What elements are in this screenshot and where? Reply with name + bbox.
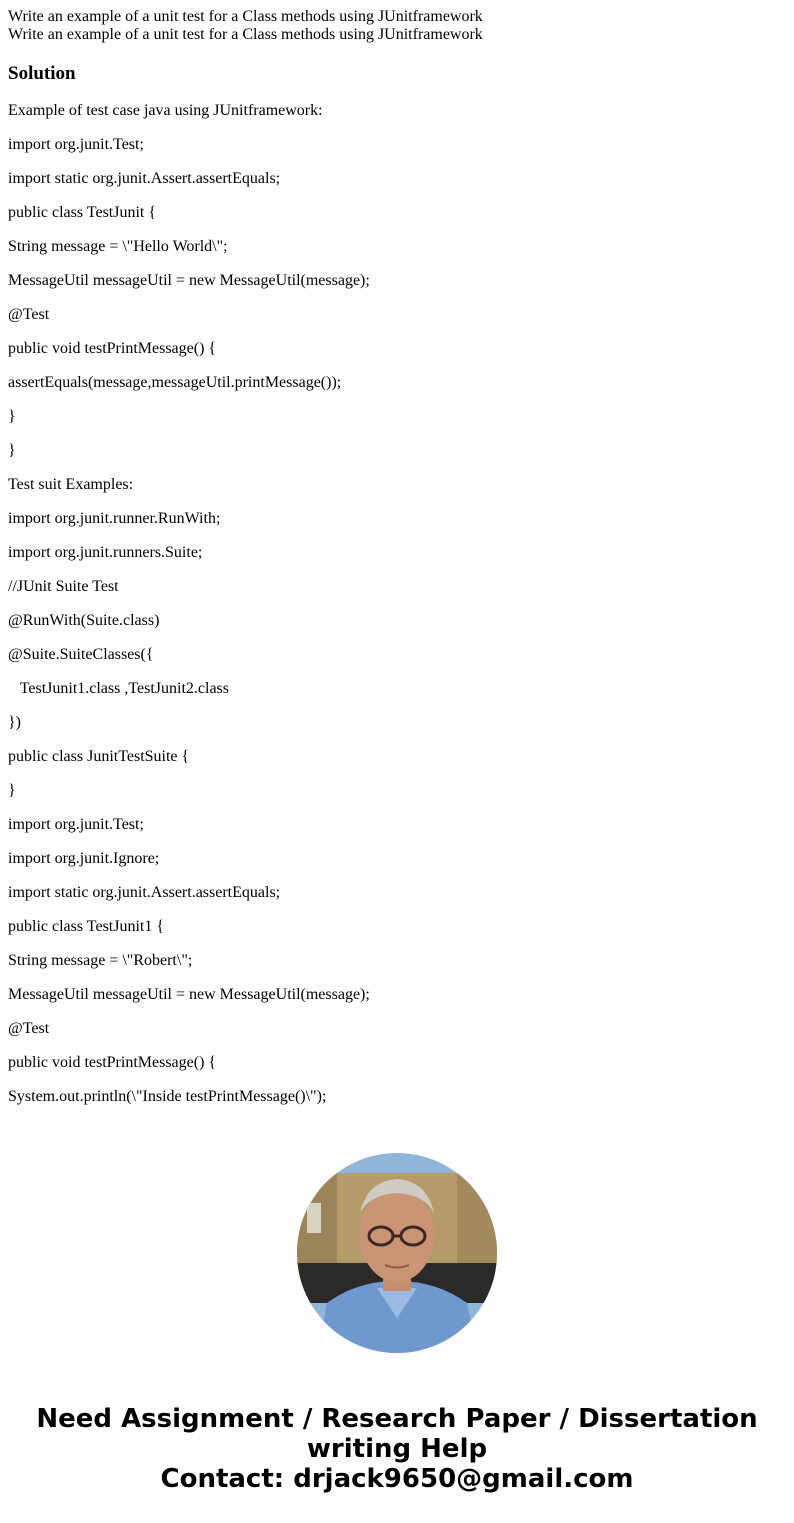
solution-line: public class JunitTestSuite { <box>8 748 190 765</box>
solution-line: @Test <box>8 1020 50 1037</box>
solution-line: import org.junit.Ignore; <box>8 850 160 867</box>
solution-line: TestJunit1.class ,TestJunit2.class <box>8 680 230 697</box>
solution-heading: Solution <box>8 63 76 84</box>
solution-line: }) <box>8 714 22 731</box>
solution-line: public void testPrintMessage() { <box>8 1054 217 1071</box>
question-text-repeat: Write an example of a unit test for a Class methods using JUnitframework <box>8 26 483 43</box>
solution-line: } <box>8 782 16 799</box>
solution-line: } <box>8 442 16 459</box>
promo-line: writing Help <box>306 1434 488 1464</box>
solution-line: public void testPrintMessage() { <box>8 340 217 357</box>
solution-line: Test suit Examples: <box>8 476 134 493</box>
solution-line: Example of test case java using JUnitframework: <box>8 102 323 119</box>
solution-line: } <box>8 408 16 425</box>
solution-line: MessageUtil messageUtil = new MessageUtil(message); <box>8 986 370 1003</box>
solution-line: System.out.println(\"Inside testPrintMessage()\"); <box>8 1088 327 1105</box>
question-text: Write an example of a unit test for a Class methods using JUnitframework <box>8 8 483 25</box>
solution-line: public class TestJunit { <box>8 204 157 221</box>
solution-line: import org.junit.Test; <box>8 136 144 153</box>
solution-line: import static org.junit.Assert.assertEquals; <box>8 884 281 901</box>
promo-line: Need Assignment / Research Paper / Dissertation <box>36 1404 758 1434</box>
solution-line: assertEquals(message,messageUtil.printMessage()); <box>8 374 342 391</box>
solution-line: import org.junit.Test; <box>8 816 144 833</box>
solution-line: MessageUtil messageUtil = new MessageUtil(message); <box>8 272 370 289</box>
solution-line: import static org.junit.Assert.assertEquals; <box>8 170 281 187</box>
promo-banner <box>0 1404 794 1494</box>
solution-body <box>8 102 788 1122</box>
solution-line: //JUnit Suite Test <box>8 578 119 595</box>
author-avatar <box>297 1153 497 1353</box>
solution-line: public class TestJunit1 { <box>8 918 165 935</box>
solution-line: String message = \"Robert\"; <box>8 952 193 969</box>
solution-line: @Test <box>8 306 50 323</box>
solution-line: String message = \"Hello World\"; <box>8 238 228 255</box>
promo-contact: Contact: drjack9650@gmail.com <box>160 1464 634 1494</box>
solution-line: @Suite.SuiteClasses({ <box>8 646 154 663</box>
solution-line: @RunWith(Suite.class) <box>8 612 160 629</box>
solution-line: import org.junit.runners.Suite; <box>8 544 203 561</box>
solution-line: import org.junit.runner.RunWith; <box>8 510 221 527</box>
